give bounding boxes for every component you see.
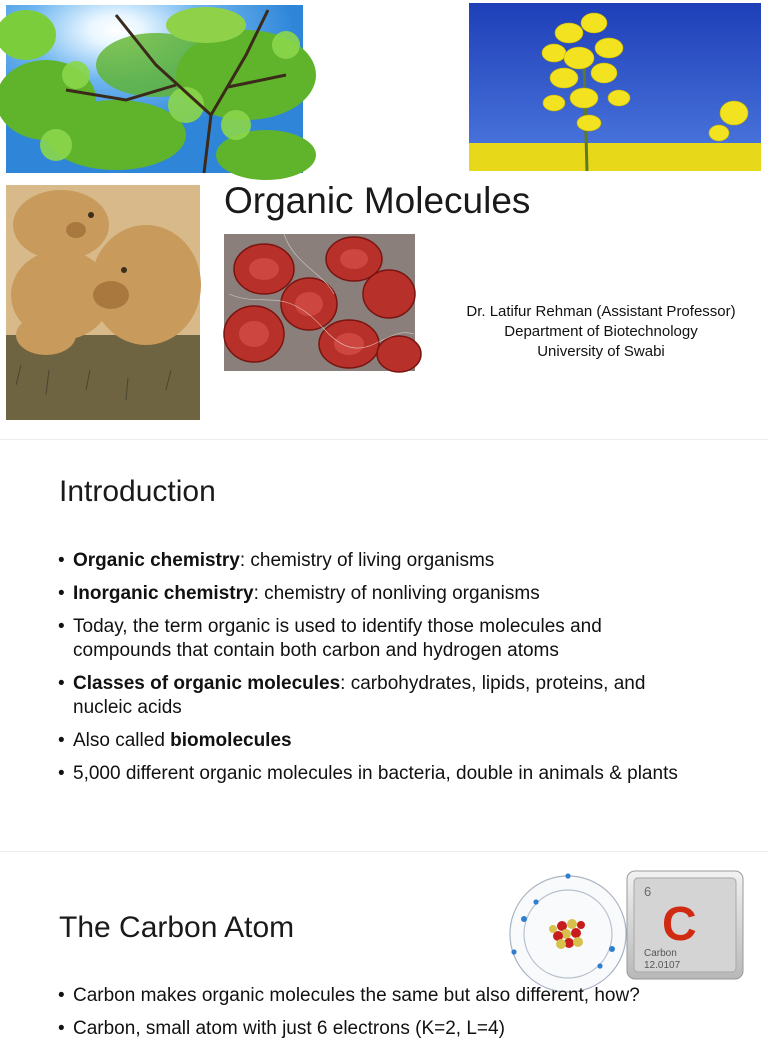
list-item: • Classes of organic molecules: carbohydrates, lipids, proteins, and nucleic acids (58, 672, 698, 720)
element-symbol: C (662, 898, 697, 951)
slide-title: Organic Molecules (224, 180, 531, 221)
carbon-atom-slide (0, 858, 768, 1039)
carbon-element-tile (626, 870, 744, 980)
red-blood-cells-photo (224, 234, 415, 371)
tree-photo (6, 5, 303, 173)
lion-cubs-photo (6, 185, 200, 420)
introduction-slide (0, 445, 768, 845)
yellow-flower-photo (469, 3, 761, 171)
author-department: Department of Biotechnology (504, 323, 698, 340)
atom-model-icon (506, 872, 630, 996)
atomic-number: 6 (644, 884, 652, 899)
list-item: • Also called biomolecules (58, 729, 698, 753)
list-item: • Today, the term organic is used to identify those molecules and compounds that contain both carbon and hydrogen atoms (58, 615, 698, 663)
bullet-list (58, 984, 698, 1050)
list-item: • Carbon makes organic molecules the same but also different, how? (58, 984, 698, 1008)
bullet-list (58, 549, 698, 795)
element-name: Carbon (644, 948, 677, 959)
slide-title: The Carbon Atom (59, 911, 295, 944)
list-item: • Inorganic chemistry: chemistry of nonliving organisms (58, 582, 698, 606)
author-block (440, 302, 762, 362)
list-item: • 5,000 different organic molecules in bacteria, double in animals & plants (58, 762, 698, 786)
author-university: University of Swabi (537, 343, 665, 360)
title-slide (0, 0, 768, 432)
list-item: • Organic chemistry: chemistry of living organisms (58, 549, 698, 573)
author-name: Dr. Latifur Rehman (Assistant Professor) (466, 303, 736, 320)
atomic-mass: 12.0107 (644, 960, 681, 971)
slide-divider (0, 439, 768, 440)
list-item: • Carbon, small atom with just 6 electrons (K=2, L=4) (58, 1017, 698, 1041)
slide-title: Introduction (59, 475, 216, 508)
slide-divider (0, 851, 768, 852)
